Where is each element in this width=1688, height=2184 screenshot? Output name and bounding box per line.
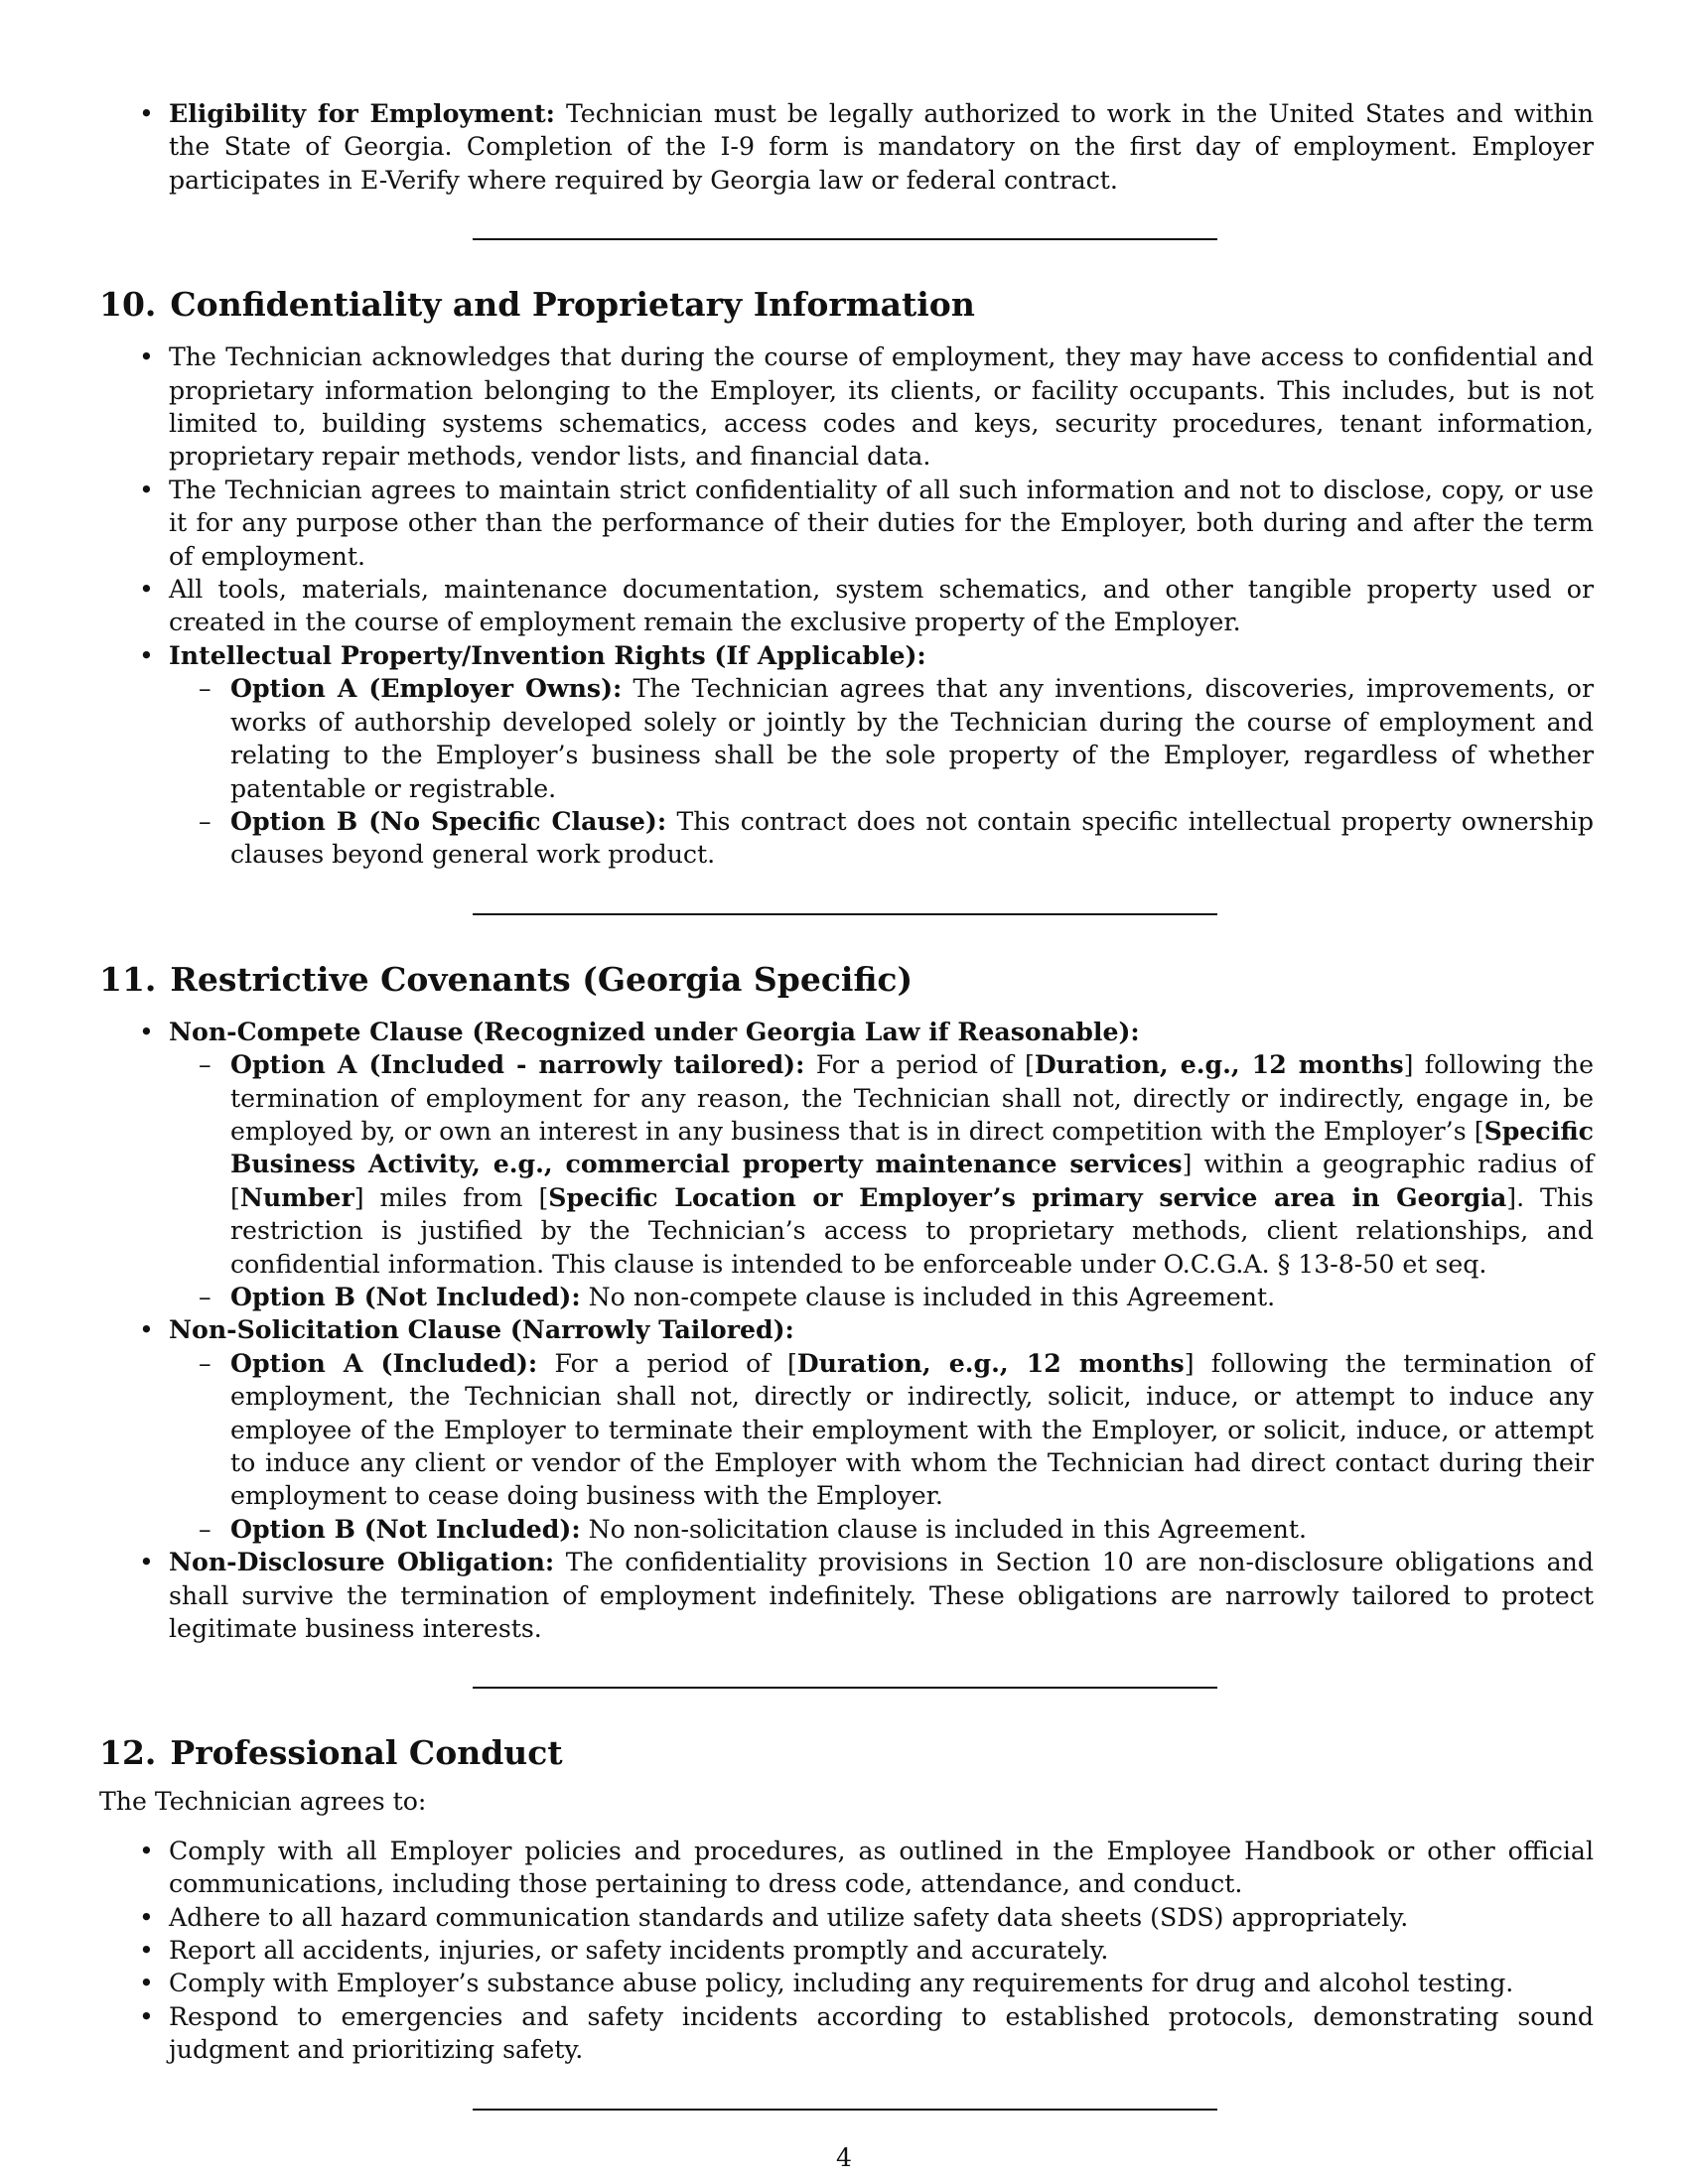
section-divider (473, 913, 1217, 915)
list-item: • Respond to emergencies and safety incidents according to established protocols, demonstrating sound judgment and prioritizing safety. (99, 2000, 1594, 2067)
section-divider (473, 2109, 1217, 2111)
non-compete-options (169, 1048, 1594, 1313)
section-11-title: Restrictive Covenants (Georgia Specific) (170, 959, 914, 999)
section-12-number: 12. (99, 1733, 157, 1773)
page-number: 4 (836, 2143, 852, 2172)
eligibility-text: Technician must be legally authorized to work in the United States and within the State of Georgia. Completion of the I-9 form is mandatory on the first day of employment. Employer participates in E-Verify where required by Georgia law or federal contract. (169, 99, 1594, 195)
section-12-title: Professional Conduct (170, 1733, 563, 1773)
non-solicitation-options (169, 1347, 1594, 1546)
section-divider (473, 1687, 1217, 1689)
ip-rights-label: Intellectual Property/Invention Rights (If Applicable): (169, 639, 926, 670)
list-item: • The Technician agrees to maintain strict confidentiality of all such information and not to disclose, copy, or use it for any purpose other than the performance of their duties for the Employer, both during and after the term of employment. (99, 474, 1594, 573)
non-solicitation-option-a: – Option A (Included): For a period of [Duration, e.g., 12 months] following the termination of employment, the Technician shall not, directly or indirectly, solicit, induce, or attempt to induce any employee of the Employer to terminate their employment with the Employer, or solicit, induce, or attempt to induce any client or vendor of the Employer with whom the Technician had direct contact during their employment to cease doing business with the Employer. (169, 1347, 1594, 1513)
list-item: • All tools, materials, maintenance documentation, system schematics, and other tangible property used or created in the course of employment remain the exclusive property of the Employer. (99, 573, 1594, 639)
section-11-number: 11. (99, 959, 157, 999)
page-content (99, 97, 1594, 2111)
section-10-list (99, 341, 1594, 872)
section-12-list (99, 1835, 1594, 2067)
non-compete-item: • Non-Compete Clause (Recognized under Georgia Law if Reasonable): – Option A (Included - narrowly tailored): For a period of [Duration, e.g., 12 months] following the termination of employment for any reason, the Technician shall not, directly or indirectly, engage in, be employed by, or own an interest in any business that is in direct competition with the Employer’s [Specific Business Activity, e.g., commercial property maintenance services] within a geographic radius of [Number] miles from [Specific Location or Employer’s primary service area in Georgia]. This restriction is justified by the Technician’s access to proprietary methods, client relationships, and confidential information. This clause is intended to be enforceable under O.C.G.A. § 13-8-50 et seq. – Option B (Not Included): No non-compete clause is included in this Agreement. (99, 1016, 1594, 1314)
ip-option-b: – Option B (No Specific Clause): This contract does not contain specific intellectual property ownership clauses beyond general work product. (169, 805, 1594, 872)
section-10-heading (99, 285, 1594, 325)
section-11-heading (99, 960, 1594, 1000)
ip-option-a: – Option A (Employer Owns): The Technician agrees that any inventions, discoveries, improvements, or works of authorship developed solely or jointly by the Technician during the course of employment and relating to the Employer’s business shall be the sole property of the Employer, regardless of whether patentable or registrable. (169, 672, 1594, 805)
list-item (99, 639, 1594, 872)
section-10-title: Confidentiality and Proprietary Information (170, 285, 975, 325)
eligibility-list (99, 97, 1594, 197)
section-12-intro: The Technician agrees to: (99, 1787, 427, 1817)
non-compete-option-a: – Option A (Included - narrowly tailored): For a period of [Duration, e.g., 12 months] following the termination of employment for any reason, the Technician shall not, directly or indirectly, engage in, be employed by, or own an interest in any business that is in direct competition with the Employer’s [Specific Business Activity, e.g., commercial property maintenance services] within a geographic radius of [Number] miles from [Specific Location or Employer’s primary service area in Georgia]. This restriction is justified by the Technician’s access to proprietary methods, client relationships, and confidential information. This clause is intended to be enforceable under O.C.G.A. § 13-8-50 et seq. (169, 1048, 1594, 1281)
ip-options-list (169, 672, 1594, 871)
list-item: • Report all accidents, injuries, or safety incidents promptly and accurately. (99, 1934, 1594, 1967)
eligibility-label: Eligibility for Employment: (169, 98, 555, 128)
non-solicitation-item: • Non-Solicitation Clause (Narrowly Tailored): – Option A (Included): For a period of [Duration, e.g., 12 months] following the termination of employment, the Technician shall not, directly or indirectly, solicit, induce, or attempt to induce any employee of the Employer to terminate their employment with the Employer, or solicit, induce, or attempt to induce any client or vendor of the Employer with whom the Technician had direct contact during their employment to cease doing business with the Employer. – Option B (Not Included): No non-solicitation clause is included in this Agreement. (99, 1313, 1594, 1546)
list-item: • The Technician acknowledges that during the course of employment, they may have access to confidential and proprietary information belonging to the Employer, its clients, or facility occupants. This includes, but is not limited to, building systems schematics, access codes and keys, security procedures, tenant information, proprietary repair methods, vendor lists, and financial data. (99, 341, 1594, 474)
section-10-number: 10. (99, 285, 157, 325)
non-compete-option-b: – Option B (Not Included): No non-compete clause is included in this Agreement. (169, 1281, 1594, 1313)
non-disclosure-item: • Non-Disclosure Obligation: The confidentiality provisions in Section 10 are non-disclosure obligations and shall survive the termination of employment indefinitely. These obligations are narrowly tailored to protect legitimate business interests. (99, 1546, 1594, 1645)
list-item: • Comply with Employer’s substance abuse policy, including any requirements for drug and alcohol testing. (99, 1967, 1594, 1999)
section-12-heading (99, 1733, 1594, 1773)
list-item: • Adhere to all hazard communication standards and utilize safety data sheets (SDS) appropriately. (99, 1901, 1594, 1934)
non-solicitation-option-b: – Option B (Not Included): No non-solicitation clause is included in this Agreement. (169, 1513, 1594, 1546)
section-divider (473, 238, 1217, 240)
eligibility-item (99, 97, 1594, 197)
list-item: • Comply with all Employer policies and procedures, as outlined in the Employee Handbook or other official communications, including those pertaining to dress code, attendance, and conduct. (99, 1835, 1594, 1901)
section-11-list (99, 1016, 1594, 1646)
